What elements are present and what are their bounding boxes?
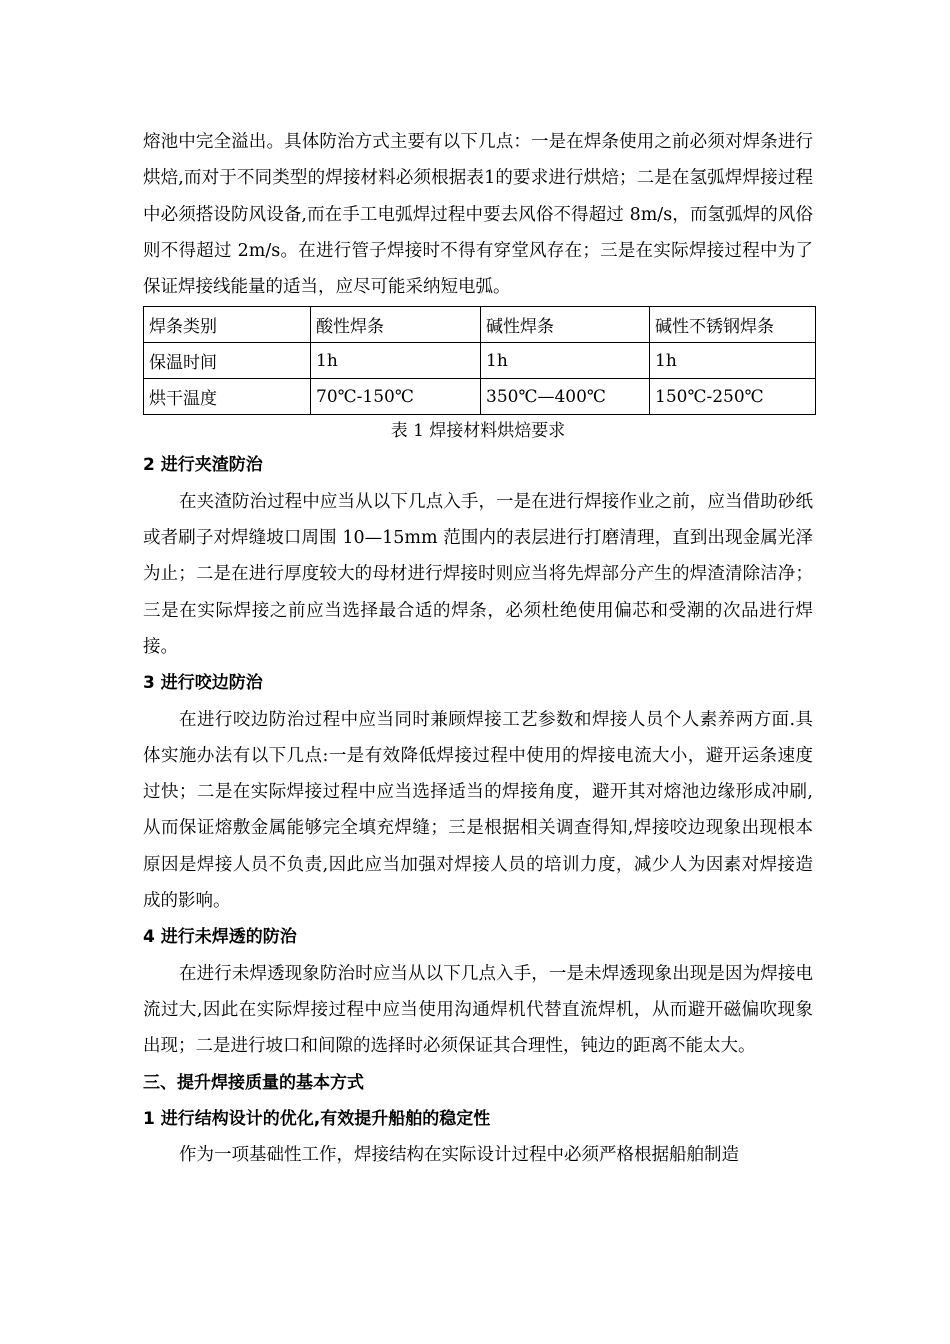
- table-cell: 1h: [650, 343, 816, 379]
- section-heading-undercut: 3 进行咬边防治: [143, 673, 263, 694]
- section-body-penetration: 在进行未焊透现象防治时应当从以下几点入手，一是未焊透现象出现是因为焊接电流过大,因此在实际焊接过程中应当使用沟通焊机代替直流焊机，从而避开磁偏吹现象出现；二是进行坡口和间隙的选择时必须保证其合理性，钝边的距离不能太大。: [143, 963, 813, 1057]
- part-heading: 三、提升焊接质量的基本方式: [143, 1072, 364, 1093]
- table-cell: 碱性焊条: [481, 307, 650, 343]
- section-heading-penetration: 4 进行未焊透的防治: [143, 927, 297, 948]
- subsection-heading: 1 进行结构设计的优化,有效提升船舶的稳定性: [143, 1108, 491, 1129]
- table-cell: 碱性不锈钢焊条: [650, 307, 816, 343]
- subsection-body: 作为一项基础性工作，焊接结构在实际设计过程中必须严格根据船舶制造: [179, 1145, 739, 1166]
- table-row: [144, 379, 816, 415]
- table-cell: 350℃—400℃: [481, 379, 650, 415]
- table-cell: 150℃-250℃: [650, 379, 816, 415]
- section-body-slag: 在夹渣防治过程中应当从以下几点入手，一是在进行焊接作业之前，应当借助砂纸或者刷子对焊缝坡口周围 10—15mm 范围内的表层进行打磨清理，直到出现金属光泽为止；二是在进行厚度较大的母材进行焊接时则应当将先焊部分产生的焊渣清除洁净；三是在实际焊接之前应当选择最合适的焊条，必须杜绝使用偏芯和受潮的次品进行焊接。: [143, 491, 813, 657]
- table-cell: 烘干温度: [144, 379, 311, 415]
- table-row: [144, 343, 816, 379]
- table-caption: 表 1 焊接材料烘焙要求: [390, 421, 566, 442]
- table-cell: 酸性焊条: [311, 307, 481, 343]
- section-heading-slag: 2 进行夹渣防治: [143, 455, 263, 476]
- section-body-undercut: 在进行咬边防治过程中应当同时兼顾焊接工艺参数和焊接人员个人素养两方面.具体实施办法有以下几点:一是有效降低焊接过程中使用的焊接电流大小，避开运条速度过快；二是在实际焊接过程中应当选择适当的焊接角度，避开其对熔池边缘形成冲刷,从而保证熔敷金属能够完全填充焊缝；三是根据相关调查得知,焊接咬边现象出现根本原因是焊接人员不负责,因此应当加强对焊接人员的培训力度，减少人为因素对焊接造成的影响。: [143, 709, 813, 912]
- table-cell: 1h: [481, 343, 650, 379]
- intro-paragraph: 熔池中完全溢出。具体防治方式主要有以下几点：一是在焊条使用之前必须对焊条进行烘焙,而对于不同类型的焊接材料必须根据表1的要求进行烘焙；二是在氢弧焊焊接过程中必须搭设防风设备,而在手工电弧焊过程中要去风俗不得超过 8m/s，而氢弧焊的风俗则不得超过 2m/s。在进行管子焊接时不得有穿堂风存在；三是在实际焊接过程中为了保证焊接线能量的适当，应尽可能采纳短电弧。: [143, 132, 813, 298]
- page-content: [143, 124, 813, 1173]
- table-cell: 焊条类别: [144, 307, 311, 343]
- table-cell: 70℃-150℃: [311, 379, 481, 415]
- table-cell: 1h: [311, 343, 481, 379]
- table-header-row: [144, 307, 816, 343]
- baking-requirements-table: [143, 306, 816, 415]
- table-cell: 保温时间: [144, 343, 311, 379]
